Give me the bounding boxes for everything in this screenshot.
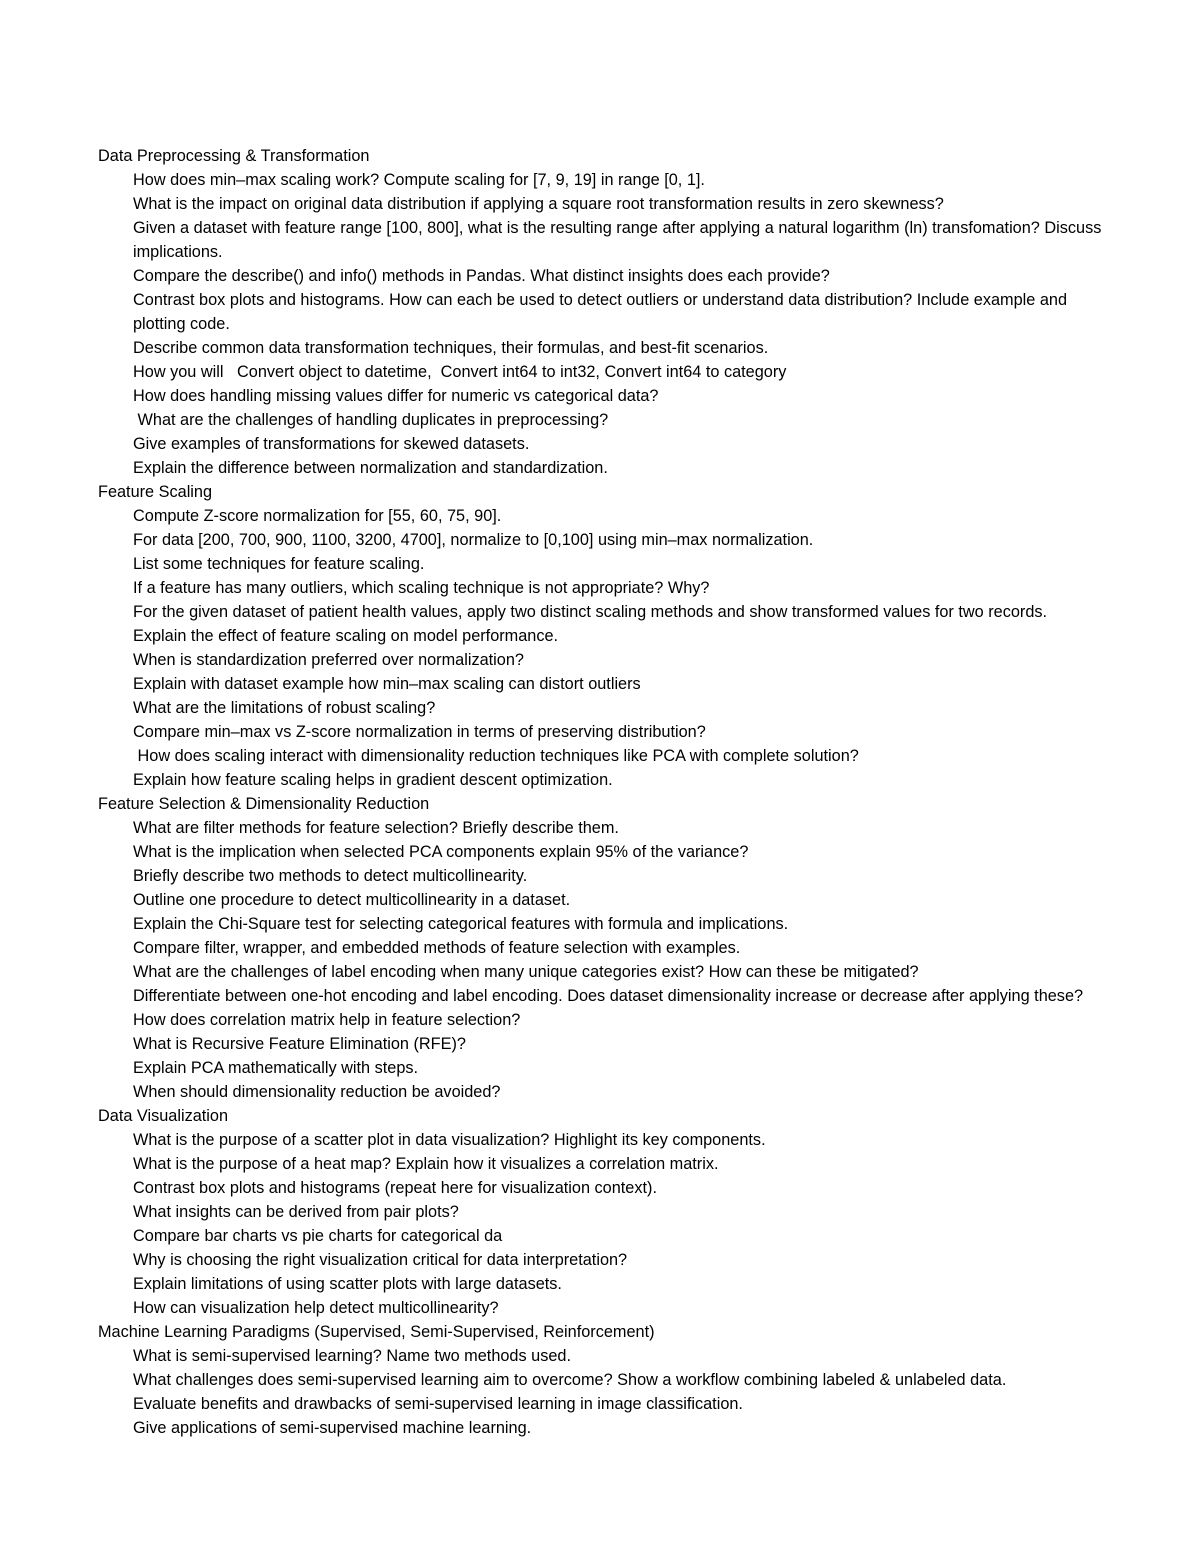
question-item: What are the challenges of handling duplicates in preprocessing?: [133, 411, 609, 429]
question-item: Why is choosing the right visualization critical for data interpretation?: [133, 1251, 628, 1269]
question-item: Differentiate between one-hot encoding and label encoding. Does dataset dimensionality increase or decrease after applying these?: [133, 987, 1084, 1005]
question-item: How does min–max scaling work? Compute scaling for [7, 9, 19] in range [0, 1].: [133, 171, 705, 189]
question-list: [0, 504, 1200, 792]
section-heading: Data Preprocessing & Transformation: [98, 147, 370, 165]
question-item: For the given dataset of patient health values, apply two distinct scaling methods and show transformed values for two records.: [133, 603, 1048, 621]
question-item: Describe common data transformation techniques, their formulas, and best-fit scenarios.: [133, 339, 769, 357]
question-item: Contrast box plots and histograms (repeat here for visualization context).: [133, 1179, 657, 1197]
question-item: Outline one procedure to detect multicollinearity in a dataset.: [133, 891, 571, 909]
question-item: Explain how feature scaling helps in gradient descent optimization.: [133, 771, 613, 789]
question-item: What is the purpose of a scatter plot in data visualization? Highlight its key components.: [133, 1131, 766, 1149]
question-item: How can visualization help detect multicollinearity?: [133, 1299, 499, 1317]
question-item: What insights can be derived from pair plots?: [133, 1203, 459, 1221]
question-list: [0, 1128, 1200, 1320]
question-item: Compute Z-score normalization for [55, 60, 75, 90].: [133, 507, 502, 525]
question-item: How does handling missing values differ for numeric vs categorical data?: [133, 387, 659, 405]
section-data-visualization: [0, 1104, 1200, 1320]
question-item: Briefly describe two methods to detect multicollinearity.: [133, 867, 528, 885]
question-item: Evaluate benefits and drawbacks of semi-supervised learning in image classification.: [133, 1395, 743, 1413]
section-feature-scaling: [0, 480, 1200, 792]
question-item: Explain PCA mathematically with steps.: [133, 1059, 419, 1077]
section-heading: Feature Scaling: [98, 483, 213, 501]
question-item: Give applications of semi-supervised machine learning.: [133, 1419, 532, 1437]
question-item: What is semi-supervised learning? Name two methods used.: [133, 1347, 571, 1365]
section-heading: Data Visualization: [98, 1107, 229, 1125]
question-item: What are the limitations of robust scaling?: [133, 699, 436, 717]
question-item: What are the challenges of label encoding when many unique categories exist? How can these be mitigated?: [133, 963, 919, 981]
question-item: What is the purpose of a heat map? Explain how it visualizes a correlation matrix.: [133, 1155, 719, 1173]
question-item: Compare filter, wrapper, and embedded methods of feature selection with examples.: [133, 939, 741, 957]
section-data-preprocessing: [0, 144, 1200, 480]
document-page: [0, 144, 1200, 1440]
question-item: What is Recursive Feature Elimination (RFE)?: [133, 1035, 466, 1053]
question-item: How does correlation matrix help in feature selection?: [133, 1011, 521, 1029]
question-list: [0, 816, 1200, 1104]
question-item: What is the implication when selected PCA components explain 95% of the variance?: [133, 843, 749, 861]
question-item: Explain limitations of using scatter plots with large datasets.: [133, 1275, 562, 1293]
question-item: Contrast box plots and histograms. How can each be used to detect outliers or understand data distribution? Include example and plotting code.: [133, 291, 1072, 333]
question-item: What is the impact on original data distribution if applying a square root transformation results in zero skewness?: [133, 195, 944, 213]
question-item: Explain the Chi-Square test for selecting categorical features with formula and implications.: [133, 915, 789, 933]
section-feature-selection: [0, 792, 1200, 1104]
question-item: Explain the effect of feature scaling on model performance.: [133, 627, 559, 645]
question-item: For data [200, 700, 900, 1100, 3200, 4700], normalize to [0,100] using min–max normalization.: [133, 531, 814, 549]
question-item: Explain with dataset example how min–max scaling can distort outliers: [133, 675, 641, 693]
question-item: Compare bar charts vs pie charts for categorical da: [133, 1227, 503, 1245]
question-item: Compare the describe() and info() methods in Pandas. What distinct insights does each provide?: [133, 267, 830, 285]
question-item: What are filter methods for feature selection? Briefly describe them.: [133, 819, 619, 837]
question-item: When is standardization preferred over normalization?: [133, 651, 524, 669]
question-item: What challenges does semi-supervised learning aim to overcome? Show a workflow combining labeled & unlabeled data.: [133, 1371, 1007, 1389]
question-item: How you will Convert object to datetime, Convert int64 to int32, Convert int64 to category: [133, 363, 787, 381]
question-item: Compare min–max vs Z-score normalization in terms of preserving distribution?: [133, 723, 706, 741]
question-item: When should dimensionality reduction be avoided?: [133, 1083, 501, 1101]
question-item: How does scaling interact with dimensionality reduction techniques like PCA with complete solution?: [133, 747, 859, 765]
question-item: List some techniques for feature scaling.: [133, 555, 425, 573]
question-item: Give examples of transformations for skewed datasets.: [133, 435, 530, 453]
section-heading: Machine Learning Paradigms (Supervised, Semi-Supervised, Reinforcement): [98, 1323, 655, 1341]
question-list: [0, 1344, 1200, 1440]
question-item: If a feature has many outliers, which scaling technique is not appropriate? Why?: [133, 579, 710, 597]
section-heading: Feature Selection & Dimensionality Reduction: [98, 795, 430, 813]
question-list: [0, 168, 1200, 480]
section-ml-paradigms: [0, 1320, 1200, 1440]
question-item: Given a dataset with feature range [100, 800], what is the resulting range after applying a natural logarithm (ln) transfomation? Discuss implications.: [133, 219, 1106, 261]
question-item: Explain the difference between normalization and standardization.: [133, 459, 608, 477]
